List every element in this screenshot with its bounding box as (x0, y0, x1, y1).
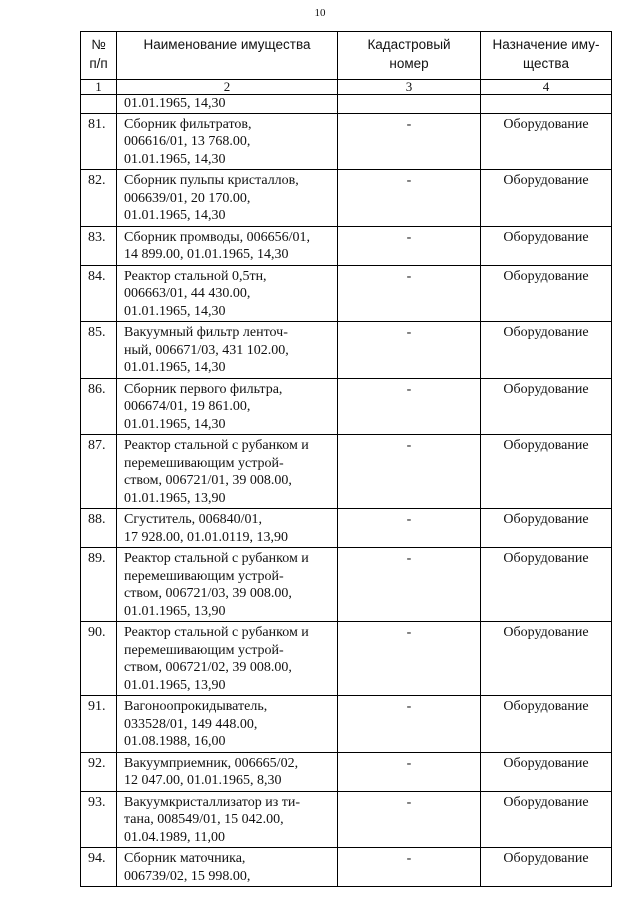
property-name-line: 006674/01, 19 861.00, (124, 399, 251, 414)
property-name (117, 509, 338, 548)
property-name (117, 752, 338, 791)
property-purpose: Оборудование (481, 548, 612, 622)
property-name-line: Сборник промводы, 006656/01, (124, 229, 311, 245)
cadastral-number: - (338, 113, 481, 170)
cadastral-number: - (338, 170, 481, 227)
property-purpose: Оборудование (481, 848, 612, 887)
cadastral-number: - (338, 848, 481, 887)
table-row (81, 848, 612, 887)
property-name (117, 696, 338, 753)
property-name (117, 791, 338, 848)
table-row (81, 696, 612, 753)
row-number: 94. (81, 848, 117, 887)
property-name-line: Сборник маточника, (124, 851, 246, 866)
column-number: 4 (481, 80, 612, 95)
table-row (81, 113, 612, 170)
property-name-line: Вакуумный фильтр ленточ- (124, 325, 288, 340)
row-number: 87. (81, 435, 117, 509)
property-purpose: Оборудование (481, 696, 612, 753)
property-name-line: Реактор стальной с рубанком и (124, 625, 309, 640)
row-number: 84. (81, 265, 117, 322)
property-name-line: Вагоноопрокидыватель, (124, 699, 268, 714)
row-number: 91. (81, 696, 117, 753)
property-name-line: 01.01.1965, 13,90 (124, 603, 226, 619)
column-number: 1 (81, 80, 117, 95)
cadastral-number: - (338, 548, 481, 622)
property-name-line: перемешивающим устрой- (124, 642, 284, 658)
row-number: 93. (81, 791, 117, 848)
row-number: 88. (81, 509, 117, 548)
property-name-line: 01.01.1965, 14,30 (124, 208, 226, 223)
property-name (117, 548, 338, 622)
property-name (117, 848, 338, 887)
property-name (117, 113, 338, 170)
row-number: 90. (81, 622, 117, 696)
table-row (81, 791, 612, 848)
property-name-line: 17 928.00, 01.01.0119, 13,90 (124, 529, 288, 545)
continuation-row (81, 95, 612, 114)
property-purpose: Оборудование (481, 226, 612, 265)
cadastral-number: - (338, 509, 481, 548)
header-name: Наименование имущества (117, 32, 338, 80)
property-name-line: 006616/01, 13 768.00, (124, 134, 251, 149)
property-name-line: 006739/02, 15 998.00, (124, 868, 251, 884)
property-purpose: Оборудование (481, 265, 612, 322)
cadastral-number: - (338, 378, 481, 435)
property-purpose: Оборудование (481, 378, 612, 435)
property-name (117, 435, 338, 509)
property-name-line: Сборник фильтратов, (124, 116, 252, 132)
property-name-line: Сборник первого фильтра, (124, 381, 283, 397)
property-purpose: Оборудование (481, 791, 612, 848)
row-number: 89. (81, 548, 117, 622)
property-name-line: 01.01.1965, 14,30 (124, 303, 226, 319)
property-purpose: Оборудование (481, 752, 612, 791)
table-row (81, 322, 612, 379)
property-purpose: Оборудование (481, 113, 612, 170)
table-row (81, 752, 612, 791)
table-row (81, 170, 612, 227)
column-number: 3 (338, 80, 481, 95)
property-name-line: Вакуумкристаллизатор из ти- (124, 794, 301, 810)
property-name-line: 01.01.1965, 14,30 (124, 360, 226, 375)
property-table (80, 31, 612, 887)
cadastral-number: - (338, 226, 481, 265)
property-name (117, 170, 338, 227)
property-name (117, 226, 338, 265)
cadastral-number: - (338, 622, 481, 696)
property-name-line: ством, 006721/03, 39 008.00, (124, 586, 292, 601)
property-name-line: Вакуумприемник, 006665/02, (124, 755, 299, 771)
property-purpose: Оборудование (481, 170, 612, 227)
page-number: 10 (314, 7, 326, 19)
property-name-line: 006663/01, 44 430.00, (124, 286, 251, 301)
property-name-line: ный, 006671/03, 431 102.00, (124, 342, 289, 358)
property-name-line: Сборник пульпы кристаллов, (124, 173, 299, 188)
continuation-text: 01.01.1965, 14,30 (117, 95, 338, 114)
cadastral-number: - (338, 435, 481, 509)
property-name-line: перемешивающим устрой- (124, 455, 284, 471)
property-name-line: 033528/01, 149 448.00, (124, 716, 258, 732)
row-number: 82. (81, 170, 117, 227)
table-row (81, 548, 612, 622)
property-name-line: 14 899.00, 01.01.1965, 14,30 (124, 247, 289, 262)
header-number: № п/п (81, 32, 117, 80)
cadastral-number: - (338, 265, 481, 322)
property-name (117, 378, 338, 435)
table-row (81, 622, 612, 696)
property-purpose: Оборудование (481, 322, 612, 379)
table-row (81, 509, 612, 548)
property-name-line: ством, 006721/02, 39 008.00, (124, 660, 292, 675)
property-name-line: 01.01.1965, 13,90 (124, 677, 226, 693)
property-name-line: 01.04.1989, 11,00 (124, 829, 225, 845)
row-number: 83. (81, 226, 117, 265)
row-number: 85. (81, 322, 117, 379)
column-number: 2 (117, 80, 338, 95)
property-purpose: Оборудование (481, 435, 612, 509)
cadastral-number: - (338, 752, 481, 791)
table-row (81, 226, 612, 265)
cadastral-number: - (338, 791, 481, 848)
row-number: 81. (81, 113, 117, 170)
property-name-line: Сгуститель, 006840/01, (124, 512, 262, 527)
table-row (81, 435, 612, 509)
row-number: 92. (81, 752, 117, 791)
property-name-line: 01.01.1965, 13,90 (124, 490, 226, 506)
property-name-line: Реактор стальной с рубанком и (124, 551, 309, 566)
table-row (81, 265, 612, 322)
property-name-line: 01.08.1988, 16,00 (124, 734, 226, 749)
property-name-line: 12 047.00, 01.01.1965, 8,30 (124, 773, 282, 788)
property-name (117, 265, 338, 322)
property-name-line: Реактор стальной с рубанком и (124, 438, 309, 453)
header-purpose: Назначение иму- щества (481, 32, 612, 80)
property-name-line: 01.01.1965, 14,30 (124, 416, 226, 432)
property-name-line: тана, 008549/01, 15 042.00, (124, 812, 284, 827)
property-name-line: Реактор стальной 0,5тн, (124, 268, 267, 284)
property-name (117, 622, 338, 696)
property-name-line: 006639/01, 20 170.00, (124, 190, 251, 206)
property-name-line: 01.01.1965, 14,30 (124, 151, 226, 167)
table-row (81, 378, 612, 435)
header-cadastral: Кадастровый номер (338, 32, 481, 80)
property-purpose: Оборудование (481, 622, 612, 696)
column-number-row (81, 80, 612, 95)
property-name (117, 322, 338, 379)
cadastral-number: - (338, 696, 481, 753)
property-purpose: Оборудование (481, 509, 612, 548)
table-header-row (81, 32, 612, 80)
property-name-line: перемешивающим устрой- (124, 568, 284, 584)
cadastral-number: - (338, 322, 481, 379)
row-number: 86. (81, 378, 117, 435)
property-name-line: ством, 006721/01, 39 008.00, (124, 473, 292, 488)
